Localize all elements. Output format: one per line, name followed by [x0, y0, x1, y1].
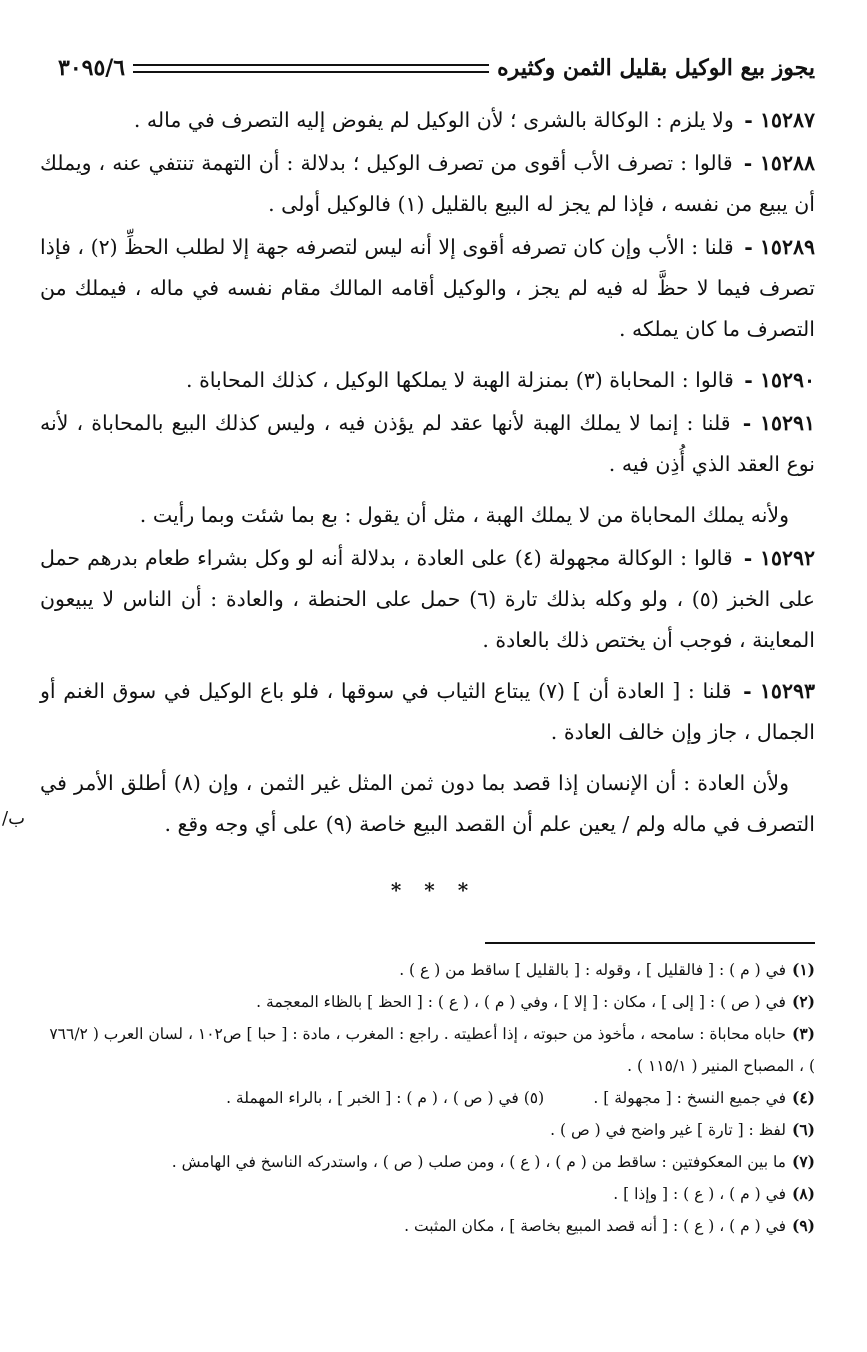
section-separator: * * *	[390, 878, 477, 902]
paragraph-text: ولا يلزم : الوكالة بالشرى ؛ لأن الوكيل لم يفوض إليه التصرف في ماله .	[133, 108, 734, 132]
footnote-text: في ( ص ) : [ إلى ] ، مكان : [ إلا ] ، وفي ( م ) ، ( ع ) : [ الحظ ] بالظاء المعجمة .	[256, 993, 786, 1011]
main-text	[40, 100, 815, 847]
issue-number: ١٥٢٩١ -	[742, 411, 815, 435]
paragraph-text: قلنا : إنما لا يملك الهبة لأنها عقد لم يؤذن فيه ، وليس كذلك البيع بالمحاباة ، لأنه نوع العقد الذي أُذِن فيه .	[40, 411, 815, 476]
footnote	[40, 1210, 815, 1242]
footnote-text: في ( م ) : [ فالقليل ] ، وقوله : [ بالقليل ] ساقط من ( ع ) .	[399, 961, 786, 979]
paragraph-text: قالوا : الوكالة مجهولة (٤) على العادة ، بدلالة أنه لو وكل بشراء طعام بدرهم حمل على الخبز (٥) ، ولو وكله بذلك تارة (٦) حمل على الحنطة ، والعادة : أن الناس لا يبيعون المعاينة ، فوجب أن يختص ذلك بالعادة .	[40, 546, 815, 652]
footnotes	[40, 954, 815, 1242]
footnote-number: (٤)	[791, 1088, 815, 1107]
footnote-number: (٣)	[791, 1024, 815, 1043]
paragraph-text: قالوا : المحاباة (٣) بمنزلة الهبة لا يملكها الوكيل ، كذلك المحاباة .	[186, 368, 734, 392]
paragraph-15292	[40, 538, 815, 661]
footnote-number: (٦)	[791, 1120, 815, 1139]
paragraph-text: قلنا : الأب وإن كان تصرفه أقوى إلا أنه ليس لتصرفه جهة إلا لطلب الحظِّ (٢) ، فإذا تصرف فيما لا حظَّ له فيه لم يجز ، والوكيل أقامه المالك مقام نفسه في ماله ، فيملك من التصرف ما كان يملكه .	[40, 235, 815, 341]
page-header	[58, 48, 815, 88]
paragraph-text: ولأنه يملك المحاباة من لا يملك الهبة ، مثل أن يقول : بع بما شئت وبما رأيت .	[139, 503, 789, 527]
paragraph-15287	[40, 100, 815, 141]
footnote-text: لفظ : [ تارة ] غير واضح في ( ص ) .	[550, 1121, 786, 1139]
paragraph-15291	[40, 403, 815, 485]
footnote	[40, 954, 815, 986]
footnote	[40, 1082, 815, 1114]
footnote-number: (٨)	[791, 1184, 815, 1203]
footnote	[40, 1114, 815, 1146]
paragraph-15289	[40, 227, 815, 350]
footnote-number: (٩)	[791, 1216, 815, 1235]
footnote-text: في ( م ) ، ( ع ) : [ أنه قصد المبيع بخاصة ] ، مكان المثبت .	[404, 1217, 786, 1235]
paragraph-continuation	[40, 763, 815, 845]
footnote-text: في ( م ) ، ( ع ) : [ وإذا ] .	[613, 1185, 786, 1203]
header-rule	[133, 64, 489, 73]
paragraph-continuation	[40, 495, 815, 536]
footnote-text: في جميع النسخ : [ مجهولة ] . (٥) في ( ص ) ، ( م ) : [ الخبر ] ، بالراء المهملة .	[226, 1089, 786, 1107]
issue-number: ١٥٢٨٩ -	[744, 235, 815, 259]
paragraph-text: ولأن العادة : أن الإنسان إذا قصد بما دون ثمن المثل غير الثمن ، وإن (٨) أطلق الأمر في التصرف في ماله ولم / يعين علم أن القصد البيع خاصة (٩) على أي وجه وقع .	[40, 771, 815, 836]
issue-number: ١٥٢٨٨ -	[743, 151, 815, 175]
paragraph-15290	[40, 360, 815, 401]
footnote	[40, 1018, 815, 1082]
footnote	[40, 1146, 815, 1178]
paragraph-15293	[40, 671, 815, 753]
footnote-text: ما بين المعكوفتين : ساقط من ( م ) ، ( ع ) ، ومن صلب ( ص ) ، واستدركه الناسخ في الهامش .	[171, 1153, 786, 1171]
paragraph-15288	[40, 143, 815, 225]
footnote	[40, 1178, 815, 1210]
paragraph-text: قلنا : [ العادة أن ] (٧) يبتاع الثياب في سوقها ، فلو باع الوكيل في سوق الغنم أو الجمال ، جاز وإن خالف العادة .	[40, 679, 815, 744]
running-title: يجوز بيع الوكيل بقليل الثمن وكثيره	[497, 55, 815, 81]
footnote-number: (٧)	[791, 1152, 815, 1171]
issue-number: ١٥٢٩٠ -	[744, 368, 815, 392]
page-reference: ٣٠٩٥/٦	[58, 55, 126, 81]
footnote	[40, 986, 815, 1018]
issue-number: ١٥٢٨٧ -	[744, 108, 815, 132]
footnote-rule	[485, 942, 815, 944]
issue-number: ١٥٢٩٣ -	[743, 679, 815, 703]
footnote-text: حاباه محاباة : سامحه ، مأخوذ من حبوته ، إذا أعطيته . راجع : المغرب ، مادة : [ حبا ] ص١٠٢ ، لسان العرب ( ٧٦٦/٢ ) ، المصباح المنير ( ١١٥/١ ) .	[49, 1025, 815, 1075]
manuscript-margin-mark: ب/	[2, 808, 26, 829]
issue-number: ١٥٢٩٢ -	[743, 546, 815, 570]
footnote-number: (٢)	[791, 992, 815, 1011]
footnote-number: (١)	[791, 960, 815, 979]
paragraph-text: قالوا : تصرف الأب أقوى من تصرف الوكيل ؛ بدلالة : أن التهمة تنتفي عنه ، ويملك أن يبيع من نفسه ، فإذا لم يجز له البيع بالقليل (١) فالوكيل أولى .	[40, 151, 815, 216]
